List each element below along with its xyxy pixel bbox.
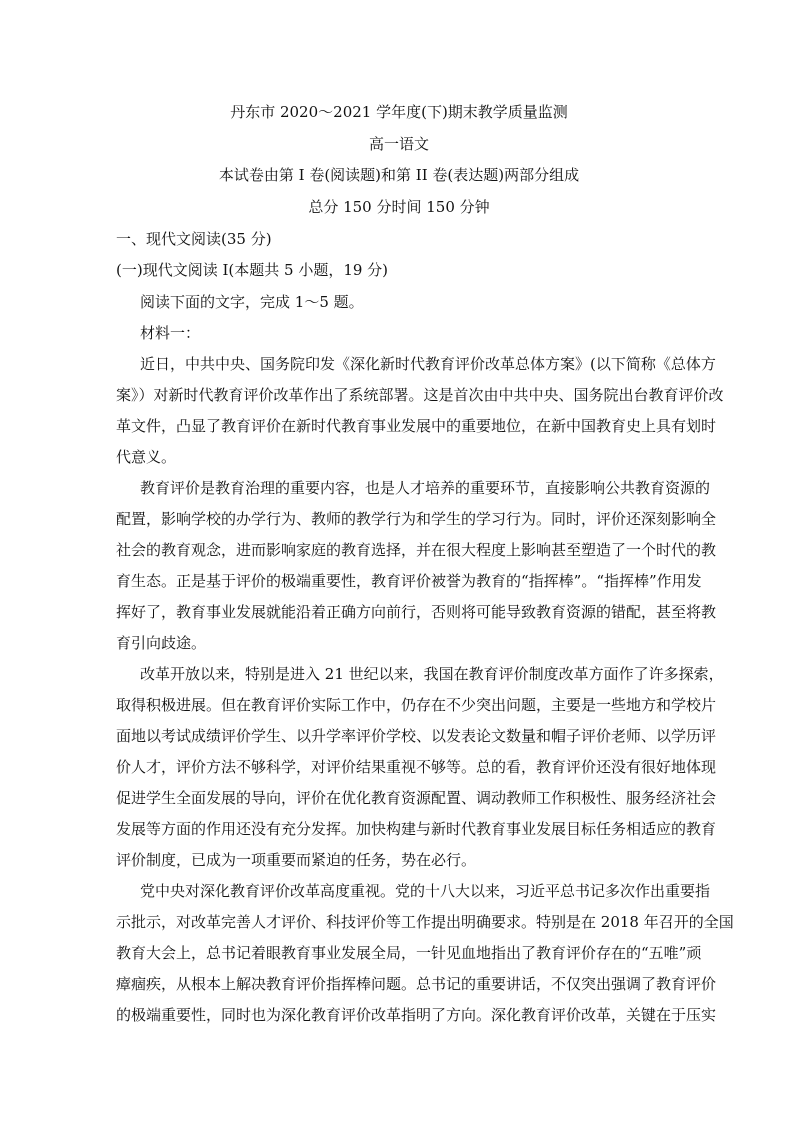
paragraph-line: 面地以考试成绩评价学生、以升学率评价学校、以发表论文数量和帽子评价老师、以学历评: [116, 727, 717, 745]
instruction-text: 阅读下面的文字，完成 1～5 题。: [140, 293, 364, 311]
paragraph-line: 革文件，凸显了教育评价在新时代教育事业发展中的重要地位，在新中国教育史上具有划时: [116, 417, 717, 435]
paragraph-line: 社会的教育观念，进而影响家庭的教育选择，并在很大程度上影响甚至塑造了一个时代的教: [116, 541, 717, 559]
paragraph-line: 育引向歧途。: [116, 634, 207, 652]
paragraph-line: 的极端重要性，同时也为深化教育评价改革指明了方向。深化教育评价改革，关键在于压实: [116, 1006, 717, 1024]
paragraph-line: 取得积极进展。但在教育评价实际工作中，仍存在不少突出问题，主要是一些地方和学校片: [116, 696, 717, 714]
paragraph-line: 发展等方面的作用还没有充分发挥。加快构建与新时代教育事业发展目标任务相适应的教育: [116, 820, 717, 838]
paragraph-line: 配置，影响学校的办学行为、教师的教学行为和学生的学习行为。同时，评价还深刻影响全: [116, 510, 717, 528]
subsection-heading: (一)现代文阅读 I(本题共 5 小题，19 分): [116, 261, 389, 279]
section-heading: 一、现代文阅读(35 分): [116, 230, 272, 248]
exam-title: 丹东市 2020～2021 学年度(下)期末教学质量监测: [230, 103, 568, 121]
paragraph-line: 瘴痼疾，从根本上解决教育评价指挥棒问题。总书记的重要讲话，不仅突出强调了教育评价: [116, 975, 717, 993]
paragraph-line: 价人才，评价方法不够科学，对评价结果重视不够等。总的看，教育评价还没有很好地体现: [116, 758, 717, 776]
paragraph-line: 教育评价是教育治理的重要内容，也是人才培养的重要环节，直接影响公共教育资源的: [140, 479, 711, 497]
subject-title: 高一语文: [368, 135, 429, 153]
paragraph-line: 示批示，对改革完善人才评价、科技评价等工作提出明确要求。特别是在 2018 年召开的全国: [116, 913, 734, 931]
paragraph-line: 教育大会上，总书记着眼教育事业发展全局，一针见血地指出了教育评价存在的“五唯”顽: [116, 944, 702, 962]
paragraph-line: 评价制度，已成为一项重要而紧迫的任务，势在必行。: [116, 851, 477, 869]
material-label: 材料一：: [140, 324, 201, 342]
paragraph-line: 改革开放以来，特别是进入 21 世纪以来，我国在教育评价制度改革方面作了许多探索，: [140, 665, 724, 683]
score-time-note: 总分 150 分时间 150 分钟: [308, 198, 490, 216]
paragraph-line: 挥好了，教育事业发展就能沿着正确方向前行，否则将可能导致教育资源的错配，甚至将教: [116, 603, 717, 621]
paragraph-line: 案》）对新时代教育评价改革作出了系统部署。这是首次由中共中央、国务院出台教育评价改: [116, 386, 724, 404]
paragraph-line: 促进学生全面发展的导向，评价在优化教育资源配置、调动教师工作积极性、服务经济社会: [116, 789, 717, 807]
structure-note: 本试卷由第 I 卷(阅读题)和第 II 卷(表达题)两部分组成: [218, 166, 580, 184]
paragraph-line: 育生态。正是基于评价的极端重要性，教育评价被誉为教育的“指挥棒”。“指挥棒”作用发: [116, 572, 702, 590]
paragraph-line: 代意义。: [116, 448, 177, 466]
paragraph-line: 近日，中共中央、国务院印发《深化新时代教育评价改革总体方案》(以下简称《总体方: [140, 355, 716, 373]
paragraph-line: 党中央对深化教育评价改革高度重视。党的十八大以来，习近平总书记多次作出重要指: [140, 882, 711, 900]
